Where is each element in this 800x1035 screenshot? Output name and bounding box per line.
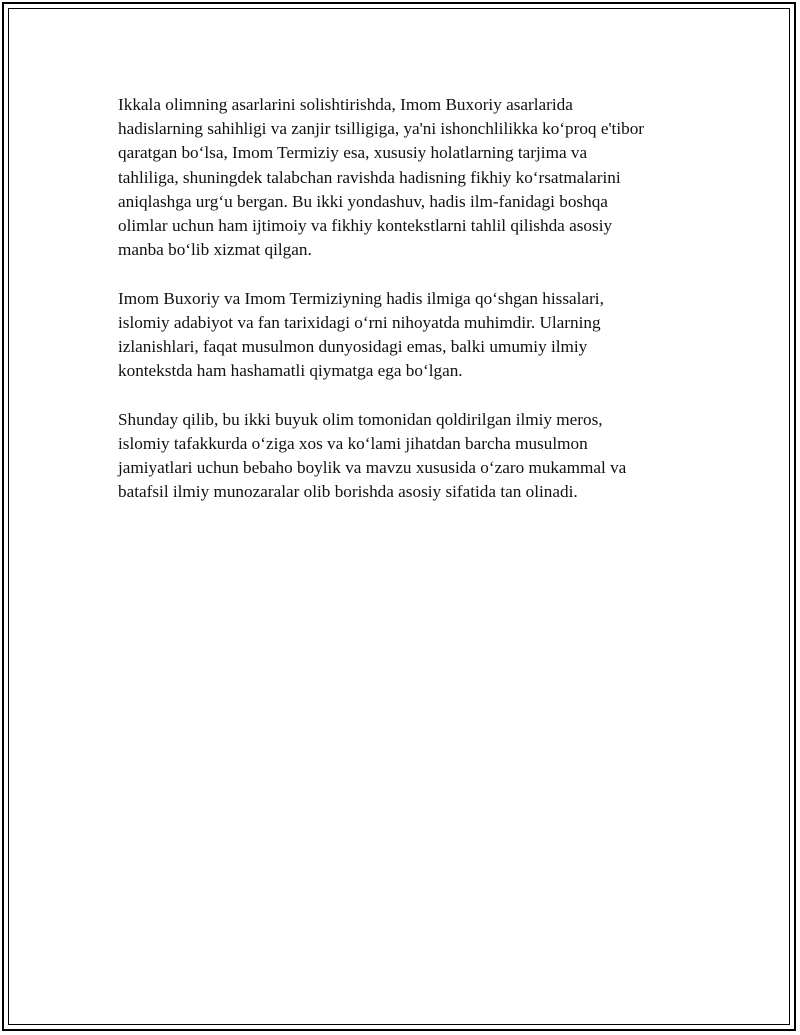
paragraph-1: Ikkala olimning asarlarini solishtirishda, Imom Buxoriy asarlarida hadislarning sahihligi va zanjir tsilligiga, ya'ni ishonchlilikka ko‘proq e'tibor qaratgan bo‘lsa, Imom Termiziy esa, xususiy holatlarning tarjima va tahliliga, shuningdek talabchan ravishda hadisning fikhiy ko‘rsatmalarini aniqlashga urg‘u bergan. Bu ikki yondashuv, hadis ilm-fanidagi boshqa olimlar uchun ham ijtimoiy va fikhiy kontekstlarni tahlil qilishda asosiy manba bo‘lib xizmat qilgan. [118, 95, 645, 260]
paragraph-2: Imom Buxoriy va Imom Termiziyning hadis ilmiga qo‘shgan hissalari, islomiy adabiyot va fan tarixidagi o‘rni nihoyatda muhimdir. Ularning izlanishlari, faqat musulmon dunyosidagi emas, balki umumiy ilmiy kontekstda ham hashamatli qiymatga ega bo‘lgan. [118, 288, 604, 381]
document-body [118, 93, 698, 529]
paragraph-3: Shunday qilib, bu ikki buyuk olim tomonidan qoldirilgan ilmiy meros, islomiy tafakkurda o‘ziga xos va ko‘lami jihatdan barcha musulmon jamiyatlari uchun bebaho boylik va mavzu xususida o‘zaro mukammal va batafsil ilmiy munozaralar olib borishda asosiy sifatida tan olinadi. [118, 409, 627, 502]
